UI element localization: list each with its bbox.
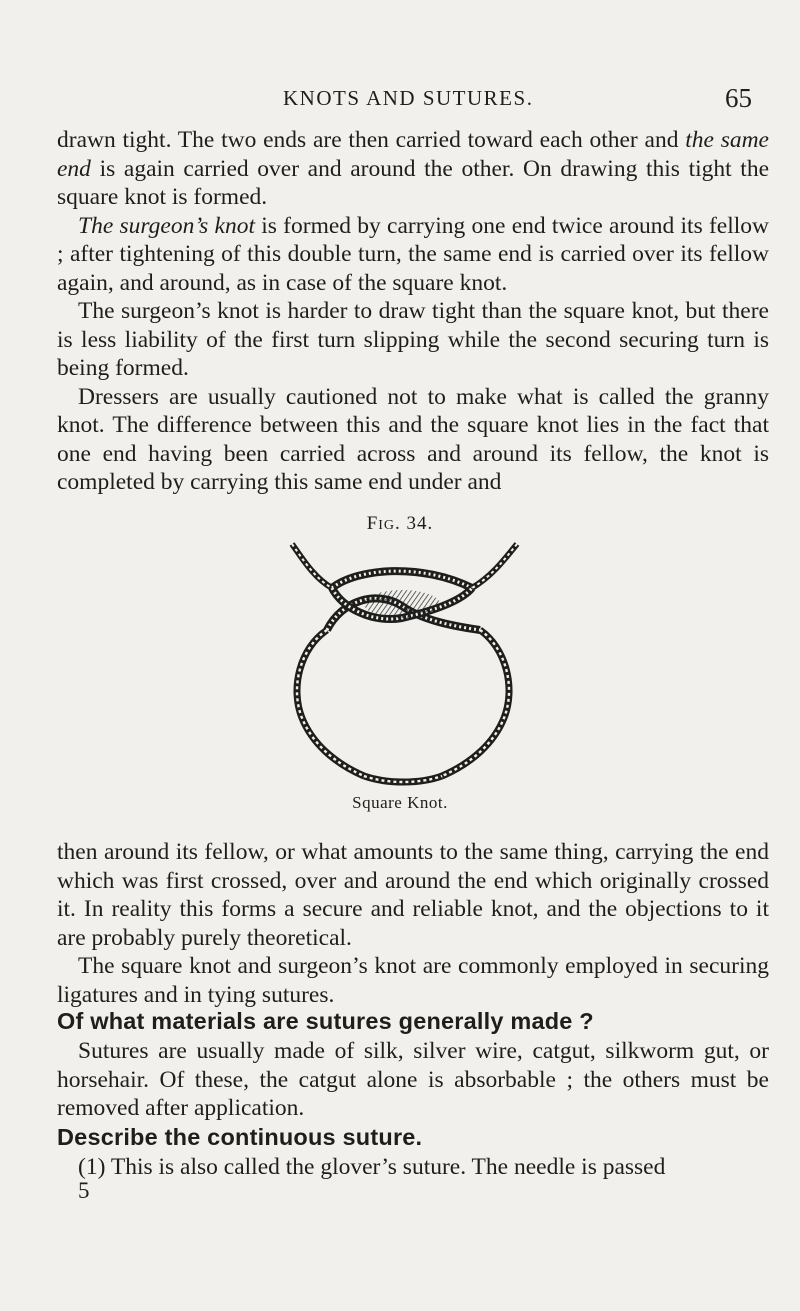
figure-caption: Square Knot. — [352, 793, 448, 812]
paragraph — [57, 297, 769, 383]
italic-term: The surgeon’s knot — [78, 212, 255, 239]
text-run: The surgeon’s knot is harder to draw tight than the square knot, but there is less liability of the first turn slipping while the second securing turn is being formed. — [57, 298, 769, 381]
text-run: is again carried over and around the other. On drawing this tight the square knot is formed. — [57, 155, 769, 210]
answer-paragraph: (1) This is also called the glover’s suture. The needle is passed — [78, 1154, 666, 1180]
square-knot-illustration — [272, 538, 532, 788]
italic-term: the same end — [57, 127, 769, 182]
page-number: 65 — [725, 83, 752, 113]
page-header — [0, 83, 800, 116]
paragraph — [57, 126, 769, 212]
signature-mark: 5 — [78, 1178, 90, 1203]
text-run: then around its fellow, or what amounts to the same thing, carrying the end which was first crossed, over and around the end which originally crossed it. In reality this forms a secure and reliable knot, and the objections to it are probably purely theoretical. — [57, 839, 769, 951]
answer-block — [57, 1037, 769, 1123]
question-heading: Of what materials are sutures generally made ? — [57, 1008, 594, 1034]
paragraph — [57, 838, 769, 952]
question-heading: Describe the continuous suture. — [57, 1124, 423, 1150]
paragraph — [57, 383, 769, 497]
answer-paragraph: Sutures are usually made of silk, silver wire, catgut, silkworm gut, or horsehair. Of these, the catgut alone is absorbable ; the others must be removed after application. — [57, 1038, 769, 1121]
figure-label: FIG. 34. — [366, 513, 434, 534]
text-block-middle — [57, 838, 769, 1009]
running-head: KNOTS AND SUTURES. — [283, 86, 534, 110]
text-block-top — [57, 126, 769, 497]
text-run: The square knot and surgeon’s knot are commonly employed in securing ligatures and in tying sutures. — [57, 953, 769, 1008]
text-run: is formed by carrying one end twice around its fellow ; after tightening of this double turn, the same end is carried over its fellow again, and around, as in case of the square knot. — [57, 212, 770, 296]
answer-block — [57, 1153, 769, 1182]
paragraph — [57, 952, 769, 1009]
text-run: drawn tight. The two ends are then carried toward each other and — [57, 127, 686, 153]
paragraph — [57, 212, 769, 298]
text-run: Dressers are usually cautioned not to make what is called the granny knot. The difference between this and the square knot lies in the fact that one end having been carried across and around its fellow, the knot is completed by carrying this same end under and — [57, 383, 769, 495]
